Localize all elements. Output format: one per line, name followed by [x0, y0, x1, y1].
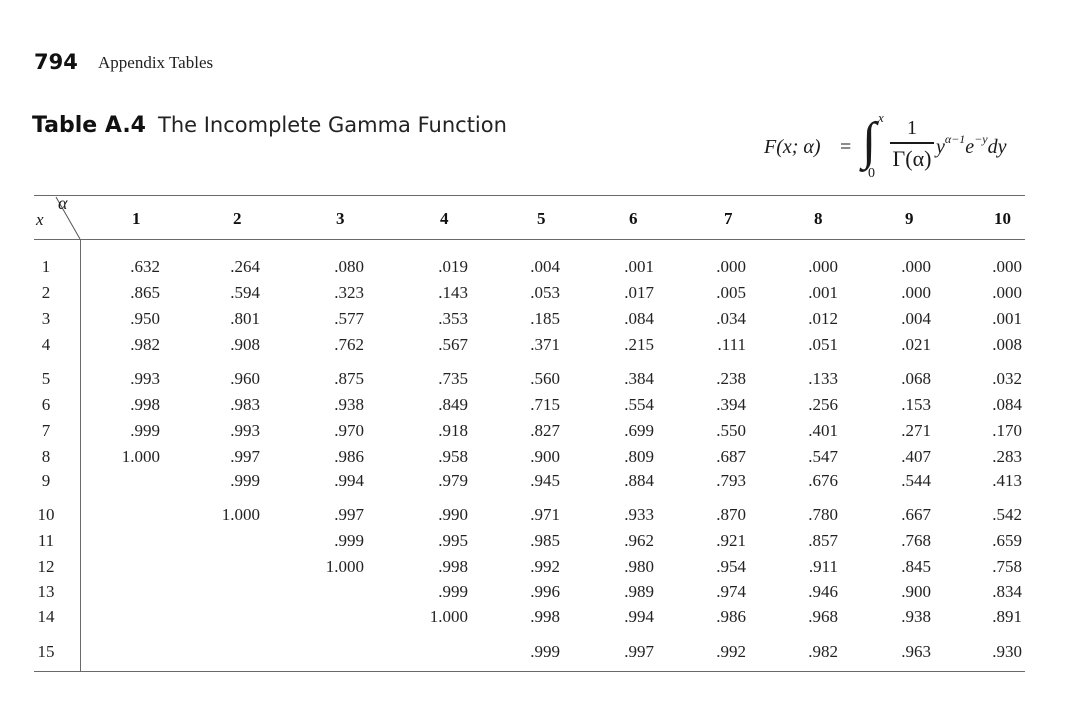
- table-top-rule: [34, 195, 1025, 196]
- table-cell: .849: [438, 395, 468, 414]
- table-cell: .353: [438, 309, 468, 328]
- table-cell: .068: [901, 369, 931, 388]
- table-cell: .834: [992, 582, 1022, 601]
- table-cell: .918: [438, 421, 468, 440]
- integral-sign: ∫: [862, 113, 877, 170]
- table-cell: .084: [992, 395, 1022, 414]
- table-cell: .032: [992, 369, 1022, 388]
- table-header-rule: [34, 239, 1025, 240]
- table-cell: .982: [130, 335, 160, 354]
- table-cell: .544: [901, 471, 931, 490]
- table-cell: .998: [530, 607, 560, 626]
- table-cell: .283: [992, 447, 1022, 466]
- fraction-denominator: Γ(α): [892, 145, 932, 171]
- table-cell: .051: [808, 335, 838, 354]
- table-cell: .999: [230, 471, 260, 490]
- table-cell: .567: [438, 335, 468, 354]
- row-label: 1: [41, 257, 51, 276]
- table-cell: .921: [716, 531, 746, 550]
- table-cell: .908: [230, 335, 260, 354]
- table-cell: .256: [808, 395, 838, 414]
- table-cell: .946: [808, 582, 838, 601]
- table-cell: .394: [716, 395, 746, 414]
- table-cell: .809: [624, 447, 654, 466]
- column-header: 5: [537, 209, 546, 228]
- table-cell: .933: [624, 505, 654, 524]
- table-cell: 1.000: [325, 557, 364, 576]
- table-cell: .986: [334, 447, 364, 466]
- table-cell: .715: [530, 395, 560, 414]
- formula-equals: =: [840, 136, 852, 158]
- table-cell: .554: [624, 395, 654, 414]
- table-cell: .413: [992, 471, 1022, 490]
- table-cell: .884: [624, 471, 654, 490]
- integral-lower-limit: 0: [868, 166, 875, 181]
- row-label: 10: [37, 505, 55, 524]
- table-cell: .012: [808, 309, 838, 328]
- row-label: 6: [41, 395, 51, 414]
- table-cell: .998: [130, 395, 160, 414]
- table-cell: .891: [992, 607, 1022, 626]
- table-cell: 1.000: [429, 607, 468, 626]
- table-cell: .990: [438, 505, 468, 524]
- table-cell: .008: [992, 335, 1022, 354]
- table-cell: .865: [130, 283, 160, 302]
- table-cell: .994: [334, 471, 364, 490]
- table-cell: .407: [901, 447, 931, 466]
- table-cell: .676: [808, 471, 838, 490]
- table-cell: .827: [530, 421, 560, 440]
- table-cell: .950: [130, 309, 160, 328]
- table-title: The Incomplete Gamma Function: [158, 113, 507, 137]
- table-cell: .998: [438, 557, 468, 576]
- integral-upper-limit: x: [878, 110, 884, 125]
- table-cell: .999: [438, 582, 468, 601]
- table-cell: .995: [438, 531, 468, 550]
- column-header: 10: [994, 209, 1011, 228]
- table-caption: [32, 113, 507, 138]
- table-cell: .911: [808, 557, 838, 576]
- row-label: 7: [41, 421, 51, 440]
- row-label: 3: [41, 309, 51, 328]
- table-cell: .371: [530, 335, 560, 354]
- table-cell: .962: [624, 531, 654, 550]
- row-label: 8: [41, 447, 51, 466]
- table-cell: .659: [992, 531, 1022, 550]
- integrand-y: y: [936, 136, 945, 158]
- table-cell: .999: [334, 531, 364, 550]
- integrand-dy: dy: [987, 136, 1007, 158]
- table-cell: .384: [624, 369, 654, 388]
- formula-lhs: F(x; α): [764, 136, 821, 158]
- table-cell: .215: [624, 335, 654, 354]
- table-cell: .080: [334, 257, 364, 276]
- table-cell: .983: [230, 395, 260, 414]
- table-cell: .997: [334, 505, 364, 524]
- table-cell: .323: [334, 283, 364, 302]
- fraction-bar: [890, 142, 934, 144]
- table-bottom-rule: [34, 671, 1025, 672]
- table-cell: 1.000: [121, 447, 160, 466]
- table-cell: .019: [438, 257, 468, 276]
- table-cell: .979: [438, 471, 468, 490]
- table-cell: .271: [901, 421, 931, 440]
- table-cell: .999: [130, 421, 160, 440]
- running-head: Appendix Tables: [98, 53, 214, 72]
- table-cell: 1.000: [221, 505, 260, 524]
- table-cell: .550: [716, 421, 746, 440]
- row-label: 9: [41, 471, 51, 490]
- table-cell: .000: [716, 257, 746, 276]
- table-cell: .970: [334, 421, 364, 440]
- table-cell: .001: [808, 283, 838, 302]
- column-header: 8: [814, 209, 823, 228]
- table-cell: .111: [717, 335, 746, 354]
- integrand-e: e: [965, 136, 975, 158]
- table-cell: .768: [901, 531, 931, 550]
- table-cell: .401: [808, 421, 838, 440]
- table-cell: .980: [624, 557, 654, 576]
- table-cell: .594: [230, 283, 260, 302]
- row-label: 15: [37, 642, 55, 661]
- table-cell: .992: [716, 642, 746, 661]
- table-cell: .170: [992, 421, 1022, 440]
- table-cell: .542: [992, 505, 1022, 524]
- table-cell: .992: [530, 557, 560, 576]
- table-cell: .004: [901, 309, 931, 328]
- formula-integrand: [936, 132, 1007, 159]
- table-cell: .994: [624, 607, 654, 626]
- row-label: 4: [41, 335, 51, 354]
- column-header: 9: [905, 209, 914, 228]
- table-cell: .974: [716, 582, 746, 601]
- table-cell: .632: [130, 257, 160, 276]
- table-cell: .758: [992, 557, 1022, 576]
- table-cell: .762: [334, 335, 364, 354]
- table-cell: .985: [530, 531, 560, 550]
- table-cell: .687: [716, 447, 746, 466]
- table-cell: .954: [716, 557, 746, 576]
- table-cell: .000: [901, 283, 931, 302]
- table-cell: .986: [716, 607, 746, 626]
- table-cell: .900: [901, 582, 931, 601]
- row-label: 14: [37, 607, 55, 626]
- table-cell: .034: [716, 309, 746, 328]
- integrand-e-exponent: −y: [974, 132, 988, 146]
- table-cell: .005: [716, 283, 746, 302]
- table-cell: .001: [624, 257, 654, 276]
- table-cell: .017: [624, 283, 654, 302]
- table-cell: .960: [230, 369, 260, 388]
- row-label: 5: [41, 369, 51, 388]
- table-cell: .793: [716, 471, 746, 490]
- row-header-symbol: x: [36, 210, 44, 229]
- table-cell: .735: [438, 369, 468, 388]
- table-cell: .930: [992, 642, 1022, 661]
- table-cell: .900: [530, 447, 560, 466]
- table-cell: .667: [901, 505, 931, 524]
- table-cell: .857: [808, 531, 838, 550]
- table-cell: .577: [334, 309, 364, 328]
- table-cell: .021: [901, 335, 931, 354]
- table-cell: .997: [624, 642, 654, 661]
- column-header: 4: [440, 209, 449, 228]
- table-cell: .000: [808, 257, 838, 276]
- table-cell: .004: [530, 257, 560, 276]
- table-cell: .801: [230, 309, 260, 328]
- table-cell: .264: [230, 257, 260, 276]
- table-cell: .997: [230, 447, 260, 466]
- table-cell: .238: [716, 369, 746, 388]
- table-cell: .053: [530, 283, 560, 302]
- table-cell: .153: [901, 395, 931, 414]
- row-label: 2: [41, 283, 51, 302]
- table-cell: .958: [438, 447, 468, 466]
- table-cell: .870: [716, 505, 746, 524]
- row-label: 11: [37, 531, 55, 550]
- table-cell: .993: [130, 369, 160, 388]
- table-cell: .185: [530, 309, 560, 328]
- table-cell: .560: [530, 369, 560, 388]
- formula-fraction: [890, 116, 934, 172]
- table-cell: .780: [808, 505, 838, 524]
- table-label: Table A.4: [32, 113, 146, 138]
- table-cell: .001: [992, 309, 1022, 328]
- column-header-symbol: α: [58, 193, 68, 213]
- row-label-divider: [80, 239, 81, 671]
- column-header: 6: [629, 209, 638, 228]
- row-label: 13: [37, 582, 55, 601]
- table-cell: .845: [901, 557, 931, 576]
- table-cell: .989: [624, 582, 654, 601]
- table-cell: .945: [530, 471, 560, 490]
- table-cell: .971: [530, 505, 560, 524]
- column-header: 2: [233, 209, 242, 228]
- table-cell: .938: [334, 395, 364, 414]
- column-header: 3: [336, 209, 345, 228]
- table-cell: .982: [808, 642, 838, 661]
- table-cell: .000: [901, 257, 931, 276]
- column-header: 1: [132, 209, 141, 228]
- table-cell: .938: [901, 607, 931, 626]
- table-cell: .993: [230, 421, 260, 440]
- table-cell: .699: [624, 421, 654, 440]
- table-cell: .143: [438, 283, 468, 302]
- table-cell: .000: [992, 283, 1022, 302]
- table-cell: .084: [624, 309, 654, 328]
- table-cell: .875: [334, 369, 364, 388]
- page-number: 794: [34, 50, 78, 74]
- fraction-numerator: 1: [907, 117, 917, 139]
- row-label: 12: [37, 557, 55, 576]
- integrand-y-exponent: α−1: [944, 132, 966, 146]
- table-cell: .996: [530, 582, 560, 601]
- table-cell: .999: [530, 642, 560, 661]
- table-cell: .000: [992, 257, 1022, 276]
- gamma-formula: [760, 110, 1060, 188]
- table-cell: .133: [808, 369, 838, 388]
- table-cell: .547: [808, 447, 838, 466]
- table-cell: .968: [808, 607, 838, 626]
- table-cell: .963: [901, 642, 931, 661]
- column-header: 7: [724, 209, 733, 228]
